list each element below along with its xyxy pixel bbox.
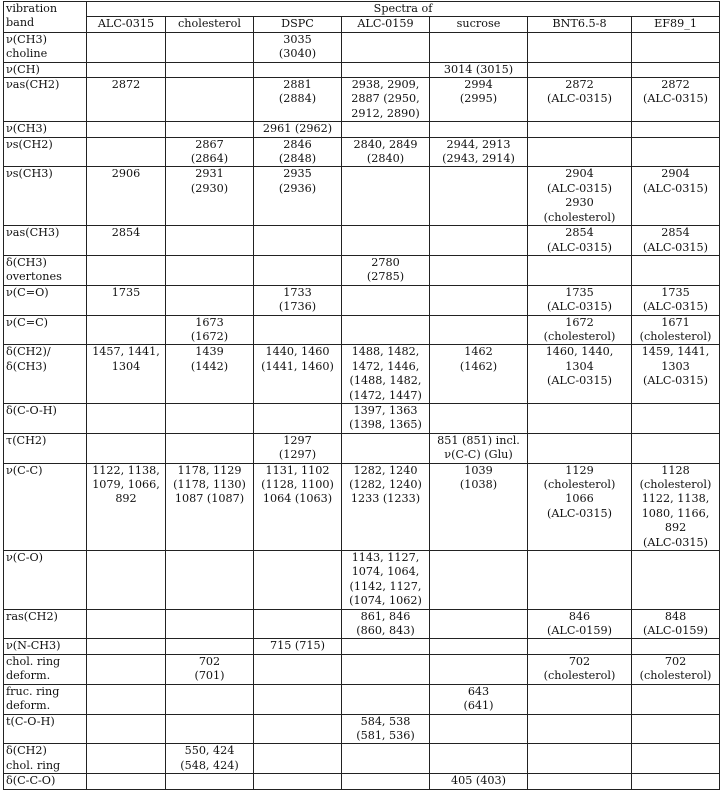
value-cell: 2780 (2785)	[342, 255, 430, 285]
value-cell: 1129 (cholesterol) 1066 (ALC-0315)	[528, 463, 632, 550]
band-cell: ν(N-CH3)	[4, 639, 87, 654]
value-cell	[342, 226, 430, 256]
value-cell: 1673 (1672)	[166, 315, 254, 345]
value-cell	[528, 122, 632, 137]
value-cell: 2854 (ALC-0315)	[528, 226, 632, 256]
band-cell: ν(CH3) choline	[4, 32, 87, 62]
value-cell: 2904 (ALC-0315) 2930 (cholesterol)	[528, 167, 632, 226]
value-cell: 1462 (1462)	[430, 345, 528, 404]
value-cell: 643 (641)	[430, 684, 528, 714]
value-cell	[254, 315, 342, 345]
value-cell	[87, 122, 166, 137]
value-cell	[528, 137, 632, 167]
value-cell	[528, 714, 632, 744]
value-cell	[87, 255, 166, 285]
value-cell: 2961 (2962)	[254, 122, 342, 137]
value-cell: 2840, 2849 (2840)	[342, 137, 430, 167]
table-row	[4, 62, 720, 77]
value-cell	[254, 609, 342, 639]
value-cell: 1131, 1102 (1128, 1100) 1064 (1063)	[254, 463, 342, 550]
value-cell	[166, 285, 254, 315]
table-row	[4, 463, 720, 550]
value-cell	[632, 122, 720, 137]
value-cell: 715 (715)	[254, 639, 342, 654]
band-cell: ras(CH2)	[4, 609, 87, 639]
value-cell	[342, 315, 430, 345]
value-cell	[632, 255, 720, 285]
table-row	[4, 744, 720, 774]
value-cell: 2904 (ALC-0315)	[632, 167, 720, 226]
value-cell	[430, 255, 528, 285]
value-cell: 2872	[87, 78, 166, 122]
value-cell	[87, 403, 166, 433]
value-cell	[166, 255, 254, 285]
column-header-row	[4, 17, 720, 32]
value-cell	[254, 654, 342, 684]
band-cell: νs(CH3)	[4, 167, 87, 226]
table-row	[4, 122, 720, 137]
value-cell	[528, 32, 632, 62]
value-cell	[430, 403, 528, 433]
value-cell: 2906	[87, 167, 166, 226]
value-cell	[87, 609, 166, 639]
value-cell: 2846 (2848)	[254, 137, 342, 167]
value-cell: 2872 (ALC-0315)	[632, 78, 720, 122]
table-row	[4, 78, 720, 122]
value-cell	[166, 122, 254, 137]
value-cell	[342, 285, 430, 315]
value-cell	[342, 684, 430, 714]
table-row	[4, 639, 720, 654]
table-row	[4, 654, 720, 684]
value-cell: 584, 538 (581, 536)	[342, 714, 430, 744]
table-row	[4, 345, 720, 404]
band-cell: ν(C-O)	[4, 551, 87, 610]
value-cell	[632, 32, 720, 62]
value-cell	[87, 744, 166, 774]
value-cell	[632, 433, 720, 463]
value-cell	[254, 714, 342, 744]
value-cell: 3035 (3040)	[254, 32, 342, 62]
band-cell: ν(CH3)	[4, 122, 87, 137]
value-cell	[254, 226, 342, 256]
table-row	[4, 255, 720, 285]
band-cell: fruc. ring deform.	[4, 684, 87, 714]
value-cell: 1460, 1440, 1304 (ALC-0315)	[528, 345, 632, 404]
value-cell: 702 (cholesterol)	[632, 654, 720, 684]
value-cell	[430, 609, 528, 639]
column-header: EF89_1	[632, 17, 720, 32]
band-cell: νs(CH2)	[4, 137, 87, 167]
value-cell	[166, 714, 254, 744]
value-cell: 1178, 1129 (1178, 1130) 1087 (1087)	[166, 463, 254, 550]
value-cell	[254, 62, 342, 77]
value-cell	[632, 62, 720, 77]
value-cell	[166, 551, 254, 610]
value-cell	[430, 167, 528, 226]
value-cell	[166, 62, 254, 77]
band-cell: ν(C-C)	[4, 463, 87, 550]
value-cell	[87, 684, 166, 714]
value-cell	[528, 639, 632, 654]
value-cell	[430, 744, 528, 774]
value-cell	[632, 684, 720, 714]
value-cell: 846 (ALC-0159)	[528, 609, 632, 639]
value-cell	[87, 32, 166, 62]
value-cell	[430, 285, 528, 315]
band-cell: ν(C=C)	[4, 315, 87, 345]
value-cell: 851 (851) incl. ν(C-C) (Glu)	[430, 433, 528, 463]
table-row	[4, 433, 720, 463]
value-cell	[87, 62, 166, 77]
table-row	[4, 137, 720, 167]
value-cell: 405 (403)	[430, 774, 528, 789]
value-cell	[254, 255, 342, 285]
value-cell	[528, 62, 632, 77]
value-cell: 1282, 1240 (1282, 1240) 1233 (1233)	[342, 463, 430, 550]
value-cell	[342, 122, 430, 137]
table-row	[4, 684, 720, 714]
value-cell	[528, 255, 632, 285]
value-cell	[87, 433, 166, 463]
table-row	[4, 32, 720, 62]
value-cell	[430, 315, 528, 345]
band-cell: δ(C-O-H)	[4, 403, 87, 433]
column-header: cholesterol	[166, 17, 254, 32]
value-cell	[342, 62, 430, 77]
value-cell: 1459, 1441, 1303 (ALC-0315)	[632, 345, 720, 404]
value-cell	[166, 609, 254, 639]
band-cell: chol. ring deform.	[4, 654, 87, 684]
value-cell: 1488, 1482, 1472, 1446, (1488, 1482, (1472, 1447)	[342, 345, 430, 404]
value-cell	[166, 639, 254, 654]
value-cell	[342, 167, 430, 226]
table-row	[4, 226, 720, 256]
value-cell	[254, 744, 342, 774]
value-cell	[342, 433, 430, 463]
value-cell	[342, 639, 430, 654]
value-cell	[632, 744, 720, 774]
band-cell: νas(CH3)	[4, 226, 87, 256]
value-cell: 2881 (2884)	[254, 78, 342, 122]
value-cell: 2854	[87, 226, 166, 256]
value-cell: 1733 (1736)	[254, 285, 342, 315]
value-cell	[166, 226, 254, 256]
value-cell	[166, 684, 254, 714]
value-cell	[342, 32, 430, 62]
value-cell	[528, 433, 632, 463]
table-row	[4, 714, 720, 744]
value-cell	[342, 744, 430, 774]
column-header: DSPC	[254, 17, 342, 32]
value-cell: 702 (701)	[166, 654, 254, 684]
value-cell: 1735	[87, 285, 166, 315]
value-cell: 2938, 2909, 2887 (2950, 2912, 2890)	[342, 78, 430, 122]
value-cell	[254, 551, 342, 610]
value-cell	[166, 433, 254, 463]
band-cell: δ(CH2)/ δ(CH3)	[4, 345, 87, 404]
value-cell: 2944, 2913 (2943, 2914)	[430, 137, 528, 167]
value-cell: 848 (ALC-0159)	[632, 609, 720, 639]
value-cell: 1122, 1138, 1079, 1066, 892	[87, 463, 166, 550]
value-cell: 2872 (ALC-0315)	[528, 78, 632, 122]
table-row	[4, 403, 720, 433]
value-cell	[87, 137, 166, 167]
band-cell: δ(CH2) chol. ring	[4, 744, 87, 774]
value-cell	[166, 32, 254, 62]
table-row	[4, 167, 720, 226]
spectra-of-header: Spectra of	[87, 2, 720, 17]
value-cell	[632, 639, 720, 654]
value-cell	[342, 654, 430, 684]
value-cell: 3014 (3015)	[430, 62, 528, 77]
value-cell	[430, 654, 528, 684]
value-cell: 1297 (1297)	[254, 433, 342, 463]
table-row	[4, 609, 720, 639]
band-cell: ν(C=O)	[4, 285, 87, 315]
value-cell	[254, 684, 342, 714]
column-header: sucrose	[430, 17, 528, 32]
table-body	[4, 32, 720, 789]
value-cell	[430, 122, 528, 137]
value-cell: 2935 (2936)	[254, 167, 342, 226]
band-cell: t(C-O-H)	[4, 714, 87, 744]
spectra-table	[3, 1, 720, 790]
band-cell: τ(CH2)	[4, 433, 87, 463]
column-header: ALC-0315	[87, 17, 166, 32]
table-row	[4, 285, 720, 315]
band-cell: δ(CH3) overtones	[4, 255, 87, 285]
value-cell	[632, 551, 720, 610]
value-cell	[87, 639, 166, 654]
value-cell: 1671 (cholesterol)	[632, 315, 720, 345]
value-cell: 550, 424 (548, 424)	[166, 744, 254, 774]
value-cell: 702 (cholesterol)	[528, 654, 632, 684]
value-cell: 1143, 1127, 1074, 1064, (1142, 1127, (1074, 1062)	[342, 551, 430, 610]
table-row	[4, 315, 720, 345]
value-cell	[430, 639, 528, 654]
value-cell	[528, 551, 632, 610]
value-cell: 2854 (ALC-0315)	[632, 226, 720, 256]
band-cell: ν(CH)	[4, 62, 87, 77]
value-cell: 1735 (ALC-0315)	[632, 285, 720, 315]
value-cell: 1439 (1442)	[166, 345, 254, 404]
value-cell: 2867 (2864)	[166, 137, 254, 167]
value-cell	[87, 315, 166, 345]
value-cell	[430, 551, 528, 610]
value-cell	[87, 654, 166, 684]
value-cell	[254, 403, 342, 433]
value-cell: 1672 (cholesterol)	[528, 315, 632, 345]
value-cell	[166, 403, 254, 433]
value-cell	[528, 403, 632, 433]
value-cell: 861, 846 (860, 843)	[342, 609, 430, 639]
value-cell: 1039 (1038)	[430, 463, 528, 550]
value-cell	[528, 684, 632, 714]
value-cell	[166, 78, 254, 122]
value-cell	[430, 32, 528, 62]
value-cell: 1440, 1460 (1441, 1460)	[254, 345, 342, 404]
value-cell: 1128 (cholesterol) 1122, 1138, 1080, 1166, 892 (ALC-0315)	[632, 463, 720, 550]
value-cell: 1735 (ALC-0315)	[528, 285, 632, 315]
vibration-band-header: vibration band	[4, 2, 87, 33]
value-cell	[87, 551, 166, 610]
value-cell	[632, 137, 720, 167]
value-cell: 2931 (2930)	[166, 167, 254, 226]
value-cell	[632, 714, 720, 744]
value-cell	[430, 226, 528, 256]
column-header: BNT6.5-8	[528, 17, 632, 32]
band-cell: δ(C-C-O)	[4, 774, 87, 789]
value-cell	[528, 744, 632, 774]
value-cell: 2994 (2995)	[430, 78, 528, 122]
value-cell	[632, 403, 720, 433]
table-row	[4, 551, 720, 610]
value-cell: 1397, 1363 (1398, 1365)	[342, 403, 430, 433]
value-cell	[87, 714, 166, 744]
column-header: ALC-0159	[342, 17, 430, 32]
band-cell: νas(CH2)	[4, 78, 87, 122]
value-cell: 1457, 1441, 1304	[87, 345, 166, 404]
value-cell	[430, 714, 528, 744]
